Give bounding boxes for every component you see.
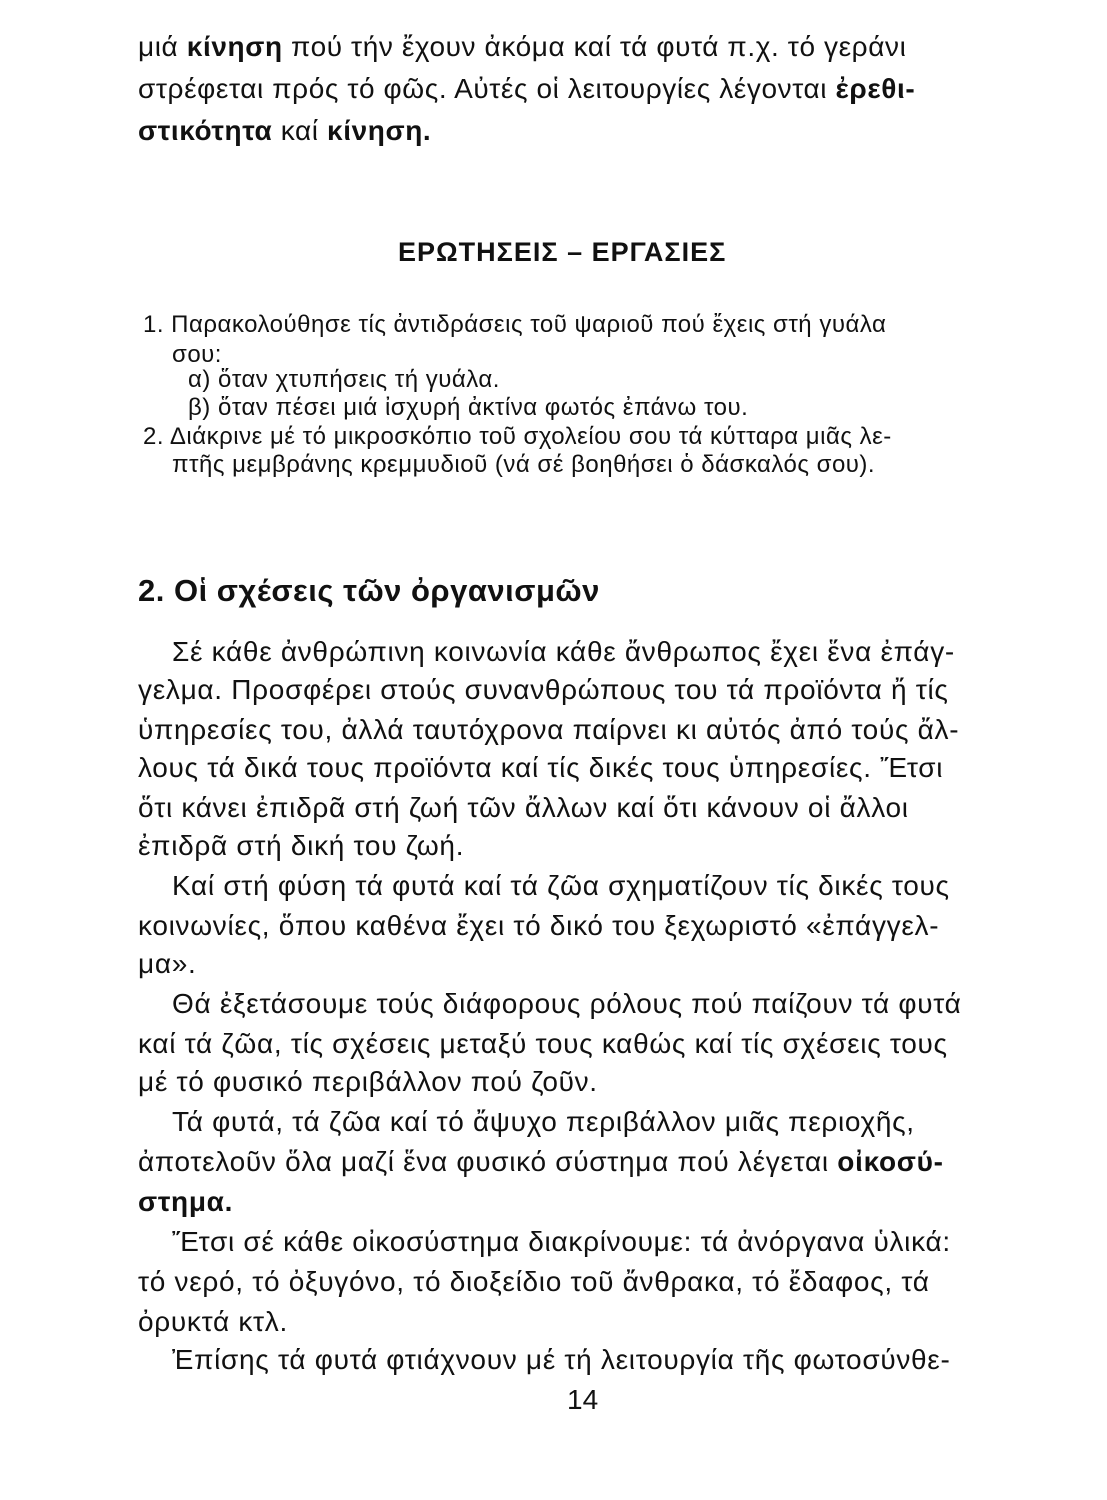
- text-span: ἀποτελοῦν ὅλα μαζί ἕνα φυσικό σύστημα πού λέγεται: [138, 1146, 838, 1177]
- question-1-line-1: 1. Παρακολούθησε τίς ἀντιδράσεις τοῦ ψαριοῦ πού ἔχεις στή γυάλα: [143, 311, 887, 338]
- paragraph-line: Σέ κάθε ἀνθρώπινη κοινωνία κάθε ἄνθρωπος ἔχει ἕνα ἐπάγ-: [172, 636, 955, 667]
- bold-term: κίνηση.: [327, 115, 432, 146]
- intro-line-2: [138, 75, 915, 103]
- paragraph-line: ὅτι κάνει ἐπιδρᾶ στή ζωή τῶν ἄλλων καί ὅτι κάνουν οἱ ἄλλοι: [138, 792, 909, 823]
- paragraph-line: Ἔτσι σέ κάθε οἰκοσύστημα διακρίνουμε: τά ἀνόργανα ὑλικά:: [172, 1226, 951, 1257]
- text-span: πού τήν ἔχουν ἀκόμα καί τά φυτά π.χ. τό γεράνι: [282, 31, 907, 62]
- questions-heading: ΕΡΩΤΗΣΕΙΣ – ΕΡΓΑΣΙΕΣ: [398, 237, 727, 267]
- section-title: 2. Οἱ σχέσεις τῶν ὀργανισμῶν: [138, 573, 600, 608]
- question-1-line-2: σου:: [172, 341, 222, 368]
- paragraph-line: τό νερό, τό ὀξυγόνο, τό διοξείδιο τοῦ ἄνθρακα, τό ἔδαφος, τά: [138, 1266, 930, 1297]
- text-span: μιά: [138, 31, 187, 62]
- intro-line-1: [138, 33, 906, 61]
- paragraph-line: Θά ἐξετάσουμε τούς διάφορους ρόλους πού παίζουν τά φυτά: [172, 988, 962, 1019]
- paragraph-line: καί τά ζῶα, τίς σχέσεις μεταξύ τους καθώς καί τίς σχέσεις τους: [138, 1028, 948, 1059]
- paragraph-line: λους τά δικά τους προϊόντα καί τίς δικές τους ὑπηρεσίες. Ἔτσι: [138, 752, 944, 783]
- bold-term: κίνηση: [186, 31, 283, 62]
- question-1-item-a: α) ὅταν χτυπήσεις τή γυάλα.: [188, 366, 500, 393]
- text-span: καί: [272, 115, 327, 146]
- question-2-line-2: πτῆς μεμβράνης κρεμμυδιοῦ (νά σέ βοηθήσει ὁ δάσκαλός σου).: [172, 451, 876, 478]
- bold-term: στικότητα: [138, 115, 273, 146]
- paragraph-line: [138, 1148, 944, 1176]
- intro-line-3: [138, 117, 431, 145]
- paragraph-line: [138, 1188, 233, 1216]
- paragraph-line: Καί στή φύση τά φυτά καί τά ζῶα σχηματίζουν τίς δικές τους: [172, 870, 950, 901]
- page-number: 14: [567, 1384, 599, 1415]
- text-span: στρέφεται πρός τό φῶς. Αὐτές οἱ λειτουργίες λέγονται: [138, 73, 836, 104]
- paragraph-line: ὑπηρεσίες του, ἀλλά ταυτόχρονα παίρνει κι αὐτός ἀπό τούς ἄλ-: [138, 714, 960, 745]
- bold-term: στημα.: [138, 1186, 234, 1217]
- paragraph-line: Τά φυτά, τά ζῶα καί τό ἄψυχο περιβάλλον μιᾶς περιοχῆς,: [172, 1106, 915, 1137]
- question-1-item-b: β) ὅταν πέσει μιά ἰσχυρή ἀκτίνα φωτός ἐπάνω του.: [188, 394, 749, 421]
- paragraph-line: κοινωνίες, ὅπου καθένα ἔχει τό δικό του ξεχωριστό «ἐπάγγελ-: [138, 910, 940, 941]
- paragraph-line-last: Ἐπίσης τά φυτά φτιάχνουν μέ τή λειτουργία τῆς φωτοσύνθε-: [172, 1344, 951, 1375]
- paragraph-line: γελμα. Προσφέρει στούς συνανθρώπους του τά προϊόντα ἤ τίς: [138, 674, 949, 705]
- paragraph-line: μέ τό φυσικό περιβάλλον πού ζοῦν.: [138, 1066, 598, 1097]
- bold-term: ἐρεθι-: [835, 73, 916, 104]
- bold-term: οἰκοσύ-: [837, 1146, 944, 1177]
- question-2-line-1: 2. Διάκρινε μέ τό μικροσκόπιο τοῦ σχολείου σου τά κύτταρα μιᾶς λε-: [143, 423, 892, 450]
- paragraph-line: μα».: [138, 948, 197, 979]
- paragraph-line: ἐπιδρᾶ στή δική του ζωή.: [138, 830, 465, 861]
- paragraph-line: ὀρυκτά κτλ.: [138, 1306, 288, 1337]
